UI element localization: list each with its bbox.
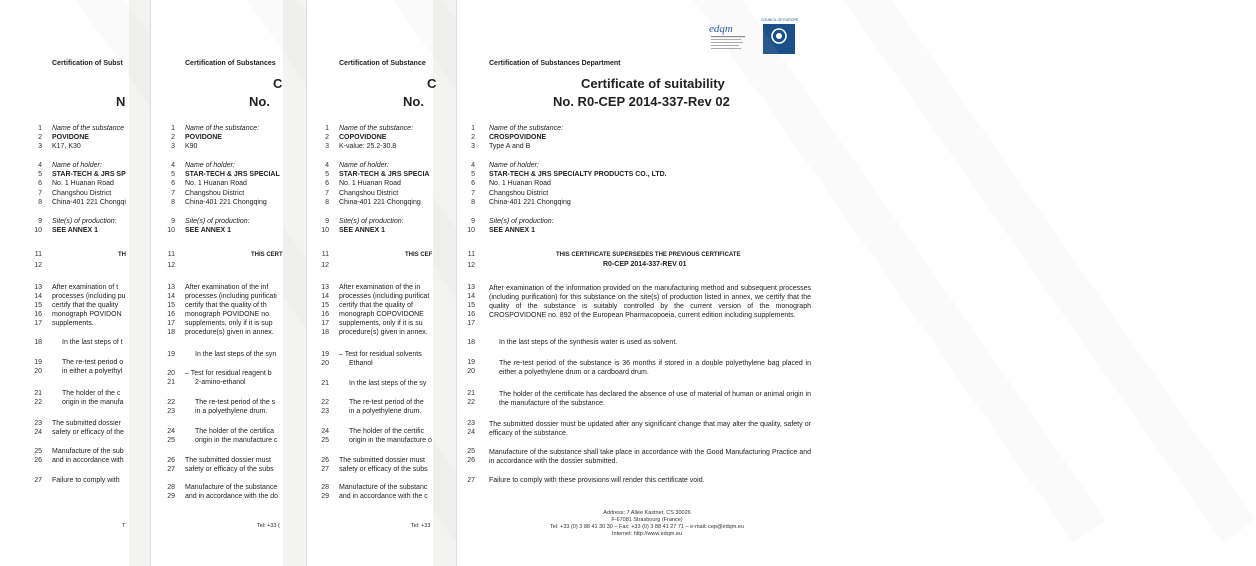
substance-grade: Type A and B [489, 143, 531, 150]
line-number: 8 [325, 199, 329, 206]
paragraph-line: and in accordance with the do [185, 493, 279, 500]
certificate-number: N [116, 94, 126, 109]
line-number: 21 [167, 379, 175, 386]
line-number: 23 [34, 420, 42, 427]
line-number: 24 [467, 429, 475, 436]
watermark-stripe [787, 0, 1256, 543]
line-number: 22 [467, 399, 475, 406]
paragraph-line: The re-test period of the [349, 399, 424, 406]
substance-label: Name of the substance: [185, 125, 259, 132]
paragraph-line: Failure to comply with [52, 477, 120, 484]
holder-address: China-401 221 Chongqing [339, 199, 421, 206]
line-number: 24 [167, 428, 175, 435]
substance-label: Name of the substance: [489, 125, 563, 132]
line-number: 18 [321, 329, 329, 336]
paragraph-line: certify that the quality of [339, 302, 413, 309]
certificate-title: C [273, 76, 283, 91]
line-number: 1 [325, 125, 329, 132]
line-number: 20 [34, 368, 42, 375]
paragraph-line: and in accordance with [52, 457, 124, 464]
supersedes-note: THIS CEF [405, 252, 433, 258]
paragraph-line: safety or efficacy of the subs [339, 466, 428, 473]
line-number: 22 [167, 399, 175, 406]
line-number: 5 [171, 171, 175, 178]
paragraph-line: supplements, only if it is sup [185, 320, 273, 327]
line-number: 11 [34, 251, 42, 258]
paragraph-line: The submitted dossier [52, 420, 121, 427]
edqm-logo-text: edqm [709, 23, 733, 35]
site-value: SEE ANNEX 1 [185, 227, 232, 234]
line-number: 2 [471, 134, 475, 141]
footer-line: Tel: +33 (0) 3 88 41 30 30 – Fax: +33 (0) 3 88 41 27 71 – e-mail: cep@edqm.eu [550, 524, 744, 530]
holder-label: Name of holder: [52, 162, 102, 169]
line-number: 23 [467, 420, 475, 427]
line-number: 20 [321, 360, 329, 367]
site-value: SEE ANNEX 1 [52, 227, 99, 234]
paragraph-line: After examination of the inf [185, 284, 269, 291]
line-number: 13 [321, 284, 329, 291]
line-number: 6 [471, 180, 475, 187]
line-number: 8 [38, 199, 42, 206]
paragraph-line: monograph COPOVIDONE [339, 311, 424, 318]
paragraph-line: processes (including pu [52, 293, 126, 300]
substance-name: POVIDONE [185, 134, 222, 141]
line-number: 18 [467, 339, 475, 346]
substance-label: Name of the substance [52, 125, 124, 132]
holder-address: China-401 221 Chongqi [52, 199, 126, 206]
line-number: 6 [325, 180, 329, 187]
line-number: 6 [38, 180, 42, 187]
line-number: 8 [471, 199, 475, 206]
line-number: 15 [167, 302, 175, 309]
line-number: 19 [467, 359, 475, 366]
line-number: 10 [467, 227, 475, 234]
line-number: 4 [471, 162, 475, 169]
holder-name: STAR-TECH & JRS SPECIAL [185, 171, 280, 178]
paragraph-line: monograph POVIDONE no. [185, 311, 271, 318]
paragraph-line: in a polyethylene drum. [195, 408, 268, 415]
line-number: 2 [38, 134, 42, 141]
holder-address: Changshou District [185, 190, 245, 197]
line-number: 10 [167, 227, 175, 234]
certificate-title: Certificate of suitability [581, 76, 725, 91]
holder-name: STAR-TECH & JRS SPECIA [339, 171, 430, 178]
paragraph-line: certify that the quality of th [185, 302, 267, 309]
line-number: 15 [321, 302, 329, 309]
line-number: 19 [167, 351, 175, 358]
line-number: 2 [171, 134, 175, 141]
previous-certificate-number: R0-CEP 2014-337-REV 01 [603, 261, 687, 268]
line-number: 11 [467, 251, 475, 258]
paragraph-line: procedure(s) given in annex. [185, 329, 274, 336]
paragraph-line: origin in the manufacture o [349, 437, 432, 444]
paragraph-line: safety or efficacy of the subs [185, 466, 274, 473]
line-number: 28 [167, 484, 175, 491]
paragraph-line: – Test for residual solvents [339, 351, 422, 358]
line-number: 19 [34, 359, 42, 366]
line-number: 25 [321, 437, 329, 444]
site-label: Site(s) of production: [185, 218, 250, 225]
paragraph-origin: The holder of the certificate has declared the absence of use of material of human or animal origin in the manufacture of the substance. [499, 391, 811, 407]
holder-address: China-401 221 Chongqing [489, 199, 571, 206]
line-number: 17 [321, 320, 329, 327]
certificate-page-3 [306, 0, 437, 566]
line-number: 13 [34, 284, 42, 291]
line-number: 3 [171, 143, 175, 150]
paragraph-line: in a polyethylene drum. [349, 408, 422, 415]
line-number: 7 [171, 190, 175, 197]
line-number: 7 [471, 190, 475, 197]
holder-address: Changshou District [489, 190, 549, 197]
page-gap [129, 0, 150, 566]
paragraph-line: – Test for residual reagent b [185, 370, 272, 377]
line-number: 25 [467, 448, 475, 455]
line-number: 23 [167, 408, 175, 415]
line-number: 5 [325, 171, 329, 178]
line-number: 3 [471, 143, 475, 150]
paragraph-line: safety or efficacy of the [52, 429, 124, 436]
holder-address: Changshou District [52, 190, 112, 197]
line-number: 18 [167, 329, 175, 336]
line-number: 9 [38, 218, 42, 225]
site-label: Site(s) of production: [489, 218, 554, 225]
line-number: 24 [34, 429, 42, 436]
line-number: 14 [34, 293, 42, 300]
line-number: 12 [321, 262, 329, 269]
holder-address: China-401 221 Chongqing [185, 199, 267, 206]
footer-text: Tel: +33 [411, 523, 431, 529]
paragraph-line: The re-test period o [62, 359, 124, 366]
line-number: 29 [167, 493, 175, 500]
line-number: 4 [38, 162, 42, 169]
paragraph-line: Manufacture of the substanc [339, 484, 428, 491]
line-number: 9 [325, 218, 329, 225]
holder-address: Changshou District [339, 190, 399, 197]
line-number: 25 [34, 448, 42, 455]
line-number: 7 [325, 190, 329, 197]
paragraph-line: Manufacture of the sub [52, 448, 124, 455]
paragraph-line: The submitted dossier must [339, 457, 425, 464]
substance-grade: K-value: 25.2-30.8 [339, 143, 397, 150]
footer-text: T [122, 523, 126, 529]
footer-line: F-67081 Strasbourg (France) [611, 517, 683, 523]
line-number: 8 [171, 199, 175, 206]
line-number: 16 [467, 311, 475, 318]
line-number: 4 [325, 162, 329, 169]
department-heading: Certification of Substances [185, 60, 276, 67]
certificate-number: No. R0-CEP 2014-337-Rev 02 [553, 94, 730, 109]
line-number: 19 [321, 351, 329, 358]
site-value: SEE ANNEX 1 [489, 227, 536, 234]
line-number: 10 [34, 227, 42, 234]
department-heading: Certification of Substance [339, 60, 426, 67]
line-number: 20 [467, 368, 475, 375]
holder-label: Name of holder: [339, 162, 389, 169]
paragraph-dossier: The submitted dossier must be updated after any significant change that may alter the quality, safety or efficacy of the substance. [489, 421, 811, 437]
paragraph-line: The holder of the certific [349, 428, 425, 435]
line-number: 1 [38, 125, 42, 132]
holder-name: STAR-TECH & JRS SP [52, 171, 126, 178]
line-number: 13 [467, 284, 475, 291]
paragraph-line: After examination of t [52, 284, 119, 291]
holder-label: Name of holder: [489, 162, 539, 169]
line-number: 27 [321, 466, 329, 473]
paragraph-line: The submitted dossier must [185, 457, 271, 464]
line-number: 26 [34, 457, 42, 464]
holder-address: No. 1 Huanan Road [52, 180, 114, 187]
line-number: 22 [34, 399, 42, 406]
line-number: 5 [471, 171, 475, 178]
line-number: 17 [467, 320, 475, 327]
paragraph-line: The holder of the c [62, 390, 121, 397]
paragraph-retest: The re-test period of the substance is 36 months if stored in a double polyethylene bag placed in either a polyethylene drum or a cardboard drum. [499, 360, 811, 376]
line-number: 21 [34, 390, 42, 397]
line-number: 1 [471, 125, 475, 132]
line-number: 12 [167, 262, 175, 269]
line-number: 29 [321, 493, 329, 500]
line-number: 26 [321, 457, 329, 464]
paragraph-line: and in accordance with the c [339, 493, 428, 500]
substance-name: COPOVIDONE [339, 134, 387, 141]
paragraph-line: The re-test period of the s [195, 399, 276, 406]
line-number: 5 [38, 171, 42, 178]
site-label: Site(s) of production: [339, 218, 404, 225]
line-number: 16 [167, 311, 175, 318]
certificate-page-2 [150, 0, 283, 566]
paragraph-line: The holder of the certifica [195, 428, 274, 435]
line-number: 6 [171, 180, 175, 187]
line-number: 12 [467, 262, 475, 269]
line-number: 26 [467, 457, 475, 464]
paragraph-line: origin in the manufa [62, 399, 124, 406]
line-number: 9 [471, 218, 475, 225]
site-value: SEE ANNEX 1 [339, 227, 386, 234]
line-number: 21 [467, 390, 475, 397]
line-number: 10 [321, 227, 329, 234]
paragraph-line: origin in the manufacture c [195, 437, 278, 444]
paragraph-line: supplements. [52, 320, 94, 327]
line-number: 18 [34, 339, 42, 346]
certificate-page-4 [456, 0, 830, 566]
coe-logo-text: COUNCIL OF EUROPE [761, 18, 799, 22]
certificate-title: C [427, 76, 437, 91]
holder-name: STAR-TECH & JRS SPECIALTY PRODUCTS CO., LTD. [489, 171, 667, 178]
line-number: 27 [34, 477, 42, 484]
supersedes-note: THIS CERTIFICATE SUPERSEDES THE PREVIOUS CERTIFICATE [556, 252, 741, 258]
footer-text: Tel: +33 ( [257, 523, 280, 529]
line-number: 3 [325, 143, 329, 150]
paragraph-void: Failure to comply with these provisions will render this certificate void. [489, 477, 705, 484]
line-number: 9 [171, 218, 175, 225]
paragraph-solvent: In the last steps of the synthesis water is used as solvent. [499, 339, 678, 346]
paragraph-assessment: After examination of the information provided on the manufacturing method and subsequent processes (including purification) for this substance on the site(s) of production listed in annex, we certify that the quality of the substance is suitably controlled by the current version of the monograph CROSPOVIDONE no. 892 of the European Pharmacopoeia, current edition including supplements. [489, 285, 811, 319]
paragraph-line: processes (including purificat [339, 293, 430, 300]
line-number: 25 [167, 437, 175, 444]
line-number: 17 [34, 320, 42, 327]
holder-address: No. 1 Huanan Road [489, 180, 551, 187]
paragraph-line: Manufacture of the substance [185, 484, 278, 491]
substance-name: CROSPOVIDONE [489, 134, 547, 141]
holder-address: No. 1 Huanan Road [339, 180, 401, 187]
substance-name: POVIDONE [52, 134, 89, 141]
paragraph-line: monograph POVIDON [52, 311, 122, 318]
paragraph-line: 2-amino-ethanol [195, 379, 246, 386]
council-of-europe-logo [761, 18, 799, 56]
footer-line: Address: 7 Allée Kastner, CS 30026 [603, 510, 691, 516]
line-number: 27 [467, 477, 475, 484]
line-number: 16 [321, 311, 329, 318]
site-label: Site(s) of production: [52, 218, 117, 225]
paragraph-line: supplements, only if it is su [339, 320, 423, 327]
edqm-logo [707, 20, 751, 56]
line-number: 2 [325, 134, 329, 141]
line-number: 14 [467, 293, 475, 300]
paragraph-line: certify that the quality [52, 302, 119, 309]
substance-grade: K17, K30 [52, 143, 81, 150]
holder-label: Name of holder: [185, 162, 235, 169]
line-number: 23 [321, 408, 329, 415]
line-number: 7 [38, 190, 42, 197]
paragraph-line: After examination of the in [339, 284, 421, 291]
line-number: 14 [167, 293, 175, 300]
line-number: 21 [321, 380, 329, 387]
certificate-page-1 [0, 0, 129, 566]
line-number: 1 [171, 125, 175, 132]
line-number: 27 [167, 466, 175, 473]
footer-line: Internet: http://www.edqm.eu [611, 531, 682, 537]
substance-label: Name of the substance: [339, 125, 413, 132]
paragraph-line: In the last steps of t [62, 339, 123, 346]
line-number: 17 [167, 320, 175, 327]
line-number: 3 [38, 143, 42, 150]
line-number: 13 [167, 284, 175, 291]
line-number: 20 [167, 370, 175, 377]
supersedes-note: TH [118, 252, 126, 258]
line-number: 26 [167, 457, 175, 464]
department-heading: Certification of Subst [52, 60, 123, 67]
line-number: 15 [34, 302, 42, 309]
line-number: 24 [321, 428, 329, 435]
line-number: 12 [34, 262, 42, 269]
certificate-number: No. [249, 94, 270, 109]
paragraph-gmp: Manufacture of the substance shall take place in accordance with the Good Manufacturing Practice and in accordance with the dossier submitted. [489, 449, 811, 465]
line-number: 28 [321, 484, 329, 491]
holder-address: No. 1 Huanan Road [185, 180, 247, 187]
line-number: 11 [321, 251, 329, 258]
paragraph-line: Ethanol [349, 360, 373, 367]
substance-grade: K90 [185, 143, 198, 150]
supersedes-note: THIS CERT [251, 252, 283, 258]
line-number: 16 [34, 311, 42, 318]
footer-address [517, 510, 777, 538]
paragraph-line: In the last steps of the syn [195, 351, 277, 358]
line-number: 14 [321, 293, 329, 300]
line-number: 4 [171, 162, 175, 169]
department-heading: Certification of Substances Department [489, 60, 621, 67]
page-gap [282, 0, 306, 566]
certificate-number: No. [403, 94, 424, 109]
paragraph-line: In the last steps of the sy [349, 380, 427, 387]
paragraph-line: processes (including purificati [185, 293, 277, 300]
paragraph-line: in either a polyethyl [62, 368, 123, 375]
line-number: 22 [321, 399, 329, 406]
line-number: 15 [467, 302, 475, 309]
paragraph-line: procedure(s) given in annex. [339, 329, 428, 336]
line-number: 11 [167, 251, 175, 258]
